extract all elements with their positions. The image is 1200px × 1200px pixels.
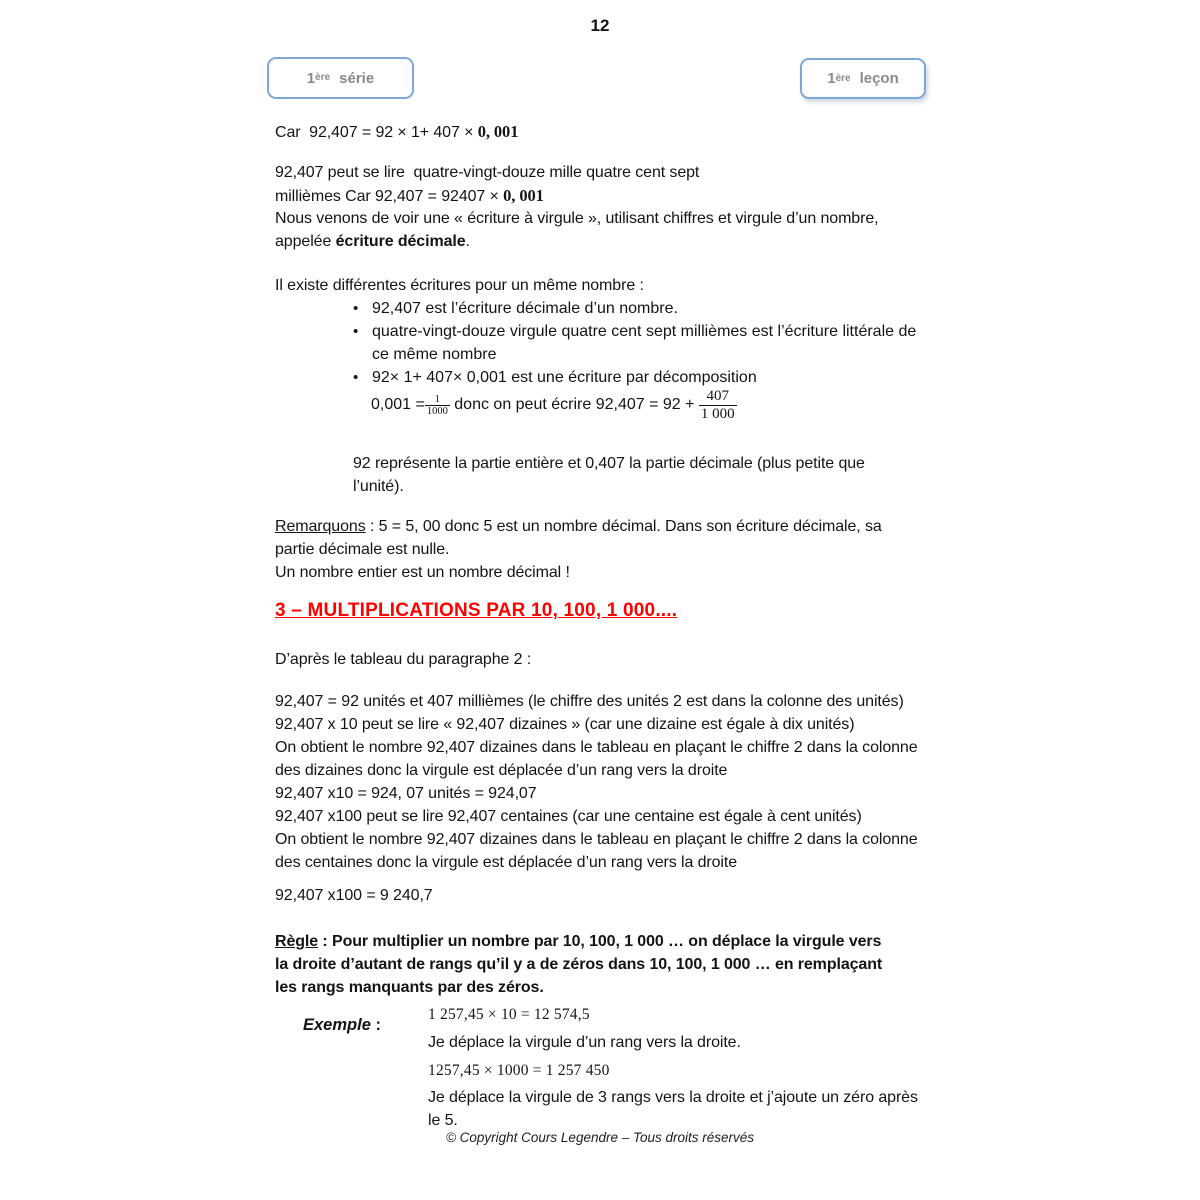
bullet-2-text-line-1: quatre-vingt-douze virgule quatre cent sept millièmes est l’écriture littérale de [372,323,917,340]
remarquons-paragraph [275,515,882,584]
intro-line-1: 92,407 peut se lire quatre-vingt-douze mille quatre cent sept [275,164,700,181]
fraction-numerator: 1 [425,394,450,406]
intro-line-2 [275,184,878,207]
section3-line-7: On obtient le nombre 92,407 dizaines dans le tableau en plaçant le chiffre 2 dans la colonne [275,831,918,848]
intro-line-4-bold: écriture décimale [335,233,466,250]
exemple-text-2: Je déplace la virgule de 3 rangs vers la droite et j’ajoute un zéro après [428,1089,918,1106]
regle-label: Règle [275,933,319,950]
fraction-one-thousandth [425,394,450,417]
lecon-badge: 1 ère leçon [800,58,926,99]
bullet-icon: • [353,369,359,386]
remarquons-line-1-rest: : 5 = 5, 00 donc 5 est un nombre décimal. Dans son écriture décimale, sa [365,518,882,535]
serie-badge-number: 1 [306,69,316,87]
exemple-text-1: Je déplace la virgule d’un rang vers la droite. [428,1034,741,1051]
section3-body [275,690,918,874]
intro-line-4 [275,230,878,253]
remarquons-label: Remarquons [275,518,366,535]
regle-line-2: la droite d’autant de rangs qu’il y a de zéros dans 10, 100, 1 000 … en remplaçant [275,956,883,973]
fraction-line-middle: donc on peut écrire 92,407 = 92 + [449,396,699,413]
bullet-2-text-line-2: ce même nombre [372,346,497,363]
exemple-content [428,1006,948,1132]
intro-line-3: Nous venons de voir une « écriture à virgule », utilisant chiffres et virgule d’un nombre, [275,210,879,227]
exemple-label-colon: : [370,1016,381,1034]
remarquons-line-2: partie décimale est nulle. [275,541,450,558]
fraction-numerator: 407 [699,388,737,406]
section3-line-4: des dizaines donc la virgule est déplacée d’un rang vers la droite [275,762,728,779]
regle-paragraph [275,930,882,999]
lecon-badge-number: 1 [827,70,836,87]
section3-line-6: 92,407 x100 peut se lire 92,407 centaines (car une centaine est égale à cent unités) [275,808,862,825]
exemple-label [303,1016,381,1035]
section3-line-8: des centaines donc la virgule est déplacée d’un rang vers la droite [275,854,738,871]
exemple-math-2: 1257,45 × 1000 = 1 257 450 [428,1062,610,1079]
remarquons-line-3: Un nombre entier est un nombre décimal ! [275,564,570,581]
regle-line-1 [275,930,882,953]
list-item-continuation [275,343,935,366]
section3-intro: D’après le tableau du paragraphe 2 : [275,651,532,668]
section-heading: 3 – MULTIPLICATIONS PAR 10, 100, 1 000.... [275,600,678,621]
section3-line-2: 92,407 x 10 peut se lire « 92,407 dizaines » (car une dizaine est égale à dix unités) [275,716,855,733]
bullet-icon: • [353,323,359,340]
copyright-footer: © Copyright Cours Legendre – Tous droits réservés [445,1130,755,1145]
section3-line-3: On obtient le nombre 92,407 dizaines dans le tableau en plaçant le chiffre 2 dans la colonne [275,739,918,756]
bullet-3-text: 92× 1+ 407× 0,001 est une écriture par décomposition [372,369,757,386]
car-equation-line [275,120,518,143]
regle-line-3: les rangs manquants par des zéros. [275,979,544,996]
partie-line-2: l’unité). [353,478,404,495]
fraction-line-prefix: 0,001 = [371,396,425,413]
exemple-text-3: le 5. [428,1112,458,1129]
page-number: 12 [590,16,610,35]
car-equation-bold: 0, 001 [477,122,519,141]
fraction-407-over-1000 [699,388,737,423]
intro-line-4-period: . [465,233,470,250]
bullet-icon: • [353,300,359,317]
exemple-label-text: Exemple [303,1016,371,1034]
intro-line-4-prefix: appelée [275,233,336,250]
section3-line-1: 92,407 = 92 unités et 407 millièmes (le chiffre des unités 2 est dans la colonne des unités) [275,693,904,710]
ecritures-bullet-list [275,297,935,389]
partie-paragraph [353,452,865,498]
serie-badge: 1 ère série [267,57,414,99]
ecritures-intro: Il existe différentes écritures pour un même nombre : [275,277,644,294]
car-equation-prefix: Car 92,407 = 92 × 1+ 407 × [275,124,478,141]
lecon-badge-label: leçon [859,70,899,87]
exemple-math-1: 1 257,45 × 10 = 12 574,5 [428,1006,590,1023]
list-item [275,297,935,320]
section3-line-5: 92,407 x10 = 924, 07 unités = 924,07 [275,785,537,802]
fraction-denominator: 1000 [426,405,448,417]
bullet-1-text: 92,407 est l’écriture décimale d’un nombre. [372,300,678,317]
fraction-equation-line [371,386,737,424]
section3-result-line: 92,407 x100 = 9 240,7 [275,887,433,904]
serie-badge-label: série [339,69,375,87]
fraction-denominator: 1 000 [700,405,735,422]
regle-line-1-rest: : Pour multiplier un nombre par 10, 100, 1 000 … on déplace la virgule vers [318,933,882,950]
partie-line-1: 92 représente la partie entière et 0,407 la partie décimale (plus petite que [353,455,865,472]
remarquons-line-1 [275,515,882,538]
intro-paragraph [275,161,878,253]
list-item [275,320,935,343]
intro-line-2-bold: 0, 001 [503,186,544,205]
intro-line-2-prefix: millièmes Car 92,407 = 92407 × [275,188,504,205]
